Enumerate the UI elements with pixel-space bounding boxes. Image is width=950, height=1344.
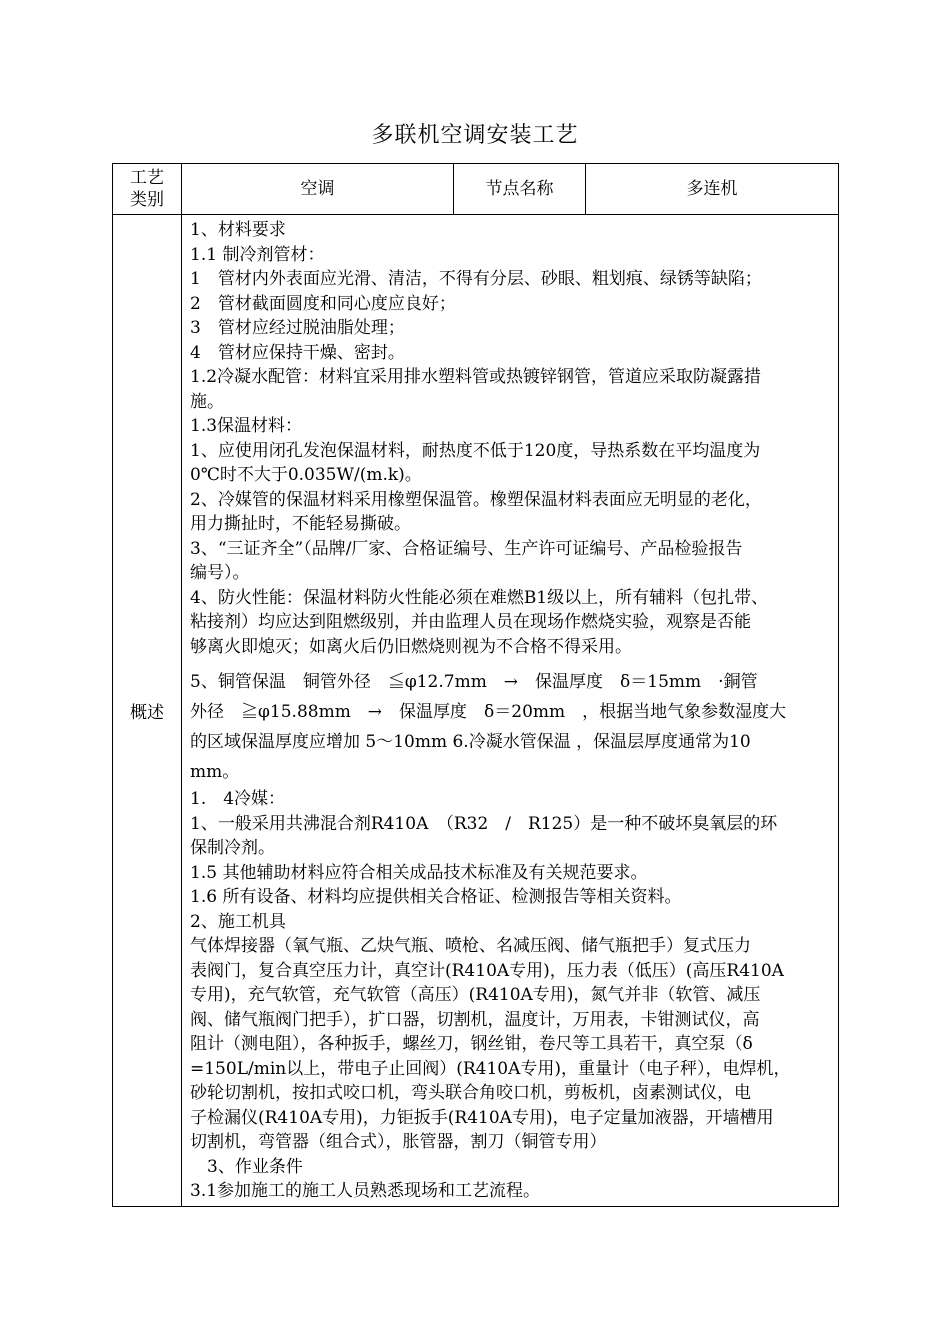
content-line: 子检漏仪(R410A专用)，力钜扳手(R410A专用)，电子定量加液器，开墙槽用 xyxy=(190,1107,774,1128)
content-line: 1.1 制冷剂管材： xyxy=(190,244,325,265)
content-line: 2 管材截面圆度和同心度应良好； xyxy=(190,293,456,314)
content-line: 保制冷剂。 xyxy=(190,838,275,858)
overview-content xyxy=(182,215,839,1207)
content-block-refrigerant-tools xyxy=(190,787,838,1204)
content-line: 阀、储气瓶阀门把手），扩口器，切割机，温度计，万用表，卡钳测试仪，高 xyxy=(190,1009,760,1030)
content-line: 2、施工机具 xyxy=(190,911,286,932)
section-label: 概述 xyxy=(113,215,182,1207)
content-line: 1.5 其他辅助材料应符合相关成品技术标准及有关规范要求。 xyxy=(190,862,648,883)
content-line: 1.6 所有设备、材料均应提供相关合格证、检测报告等相关资料。 xyxy=(190,887,682,907)
content-block-materials xyxy=(190,218,838,659)
content-line: 粘接剂）均应达到阻燃级别，并由监理人员在现场作燃烧实验，观察是否能 xyxy=(190,612,751,632)
content-line: 4、防火性能：保温材料防火性能必须在难燃B1级以上，所有辅料（包扎带、 xyxy=(190,587,769,608)
content-line: 的区域保温厚度应增加 5～10mm 6.冷凝水管保温 ，保温层厚度通常为10 xyxy=(190,732,751,752)
content-line: 表阀门，复合真空压力计，真空计(R410A专用)，压力表（低压）(高压R410A xyxy=(190,960,784,981)
content-line: 砂轮切割机，按扣式咬口机，弯头联合角咬口机，剪板机，卤素测试仪，电 xyxy=(190,1083,751,1103)
content-line: 3 管材应经过脱油脂处理； xyxy=(190,318,405,338)
content-line: 3.1参加施工的施工人员熟悉现场和工艺流程。 xyxy=(190,1181,541,1201)
content-line: 1. 4冷媒： xyxy=(190,789,286,809)
content-line: 3、“三证齐全”（品牌/厂家、合格证编号、生产许可证编号、产品检验报告 xyxy=(190,538,743,559)
category-value: 空调 xyxy=(182,164,454,215)
node-value: 多连机 xyxy=(586,164,839,215)
content-line: 5、铜管保温 铜管外径 ≦φ12.7mm → 保温厚度 δ＝15mm ·銅管 xyxy=(190,672,758,692)
node-label: 节点名称 xyxy=(454,164,586,215)
content-line: 阻计（测电阻），各种扳手，螺丝刀，钢丝钳，卷尺等工具若干，真空泵（δ xyxy=(190,1034,753,1054)
content-block-copper xyxy=(190,667,838,787)
content-line: 0℃时不大于0.035W/(m.k)。 xyxy=(190,465,422,485)
header-row xyxy=(113,164,839,215)
category-label-text: 工艺 类别 xyxy=(130,168,164,210)
content-line: 够离火即熄灭；如离火后仍旧燃烧则视为不合格不得采用。 xyxy=(190,636,632,657)
document-title: 多联机空调安装工艺 xyxy=(371,123,579,148)
content-line: 专用)，充气软管，充气软管（高压）(R410A专用)，氮气并非（软管、减压 xyxy=(190,985,761,1005)
content-line: 1.2冷凝水配管：材料宜采用排水塑料管或热镀锌钢管，管道应采取防凝露措 xyxy=(190,367,762,387)
content-line: 1.3保温材料： xyxy=(190,416,303,436)
content-line: 1、一般采用共沸混合剂R410A （R32 / R125）是一种不破坏臭氧层的环 xyxy=(190,813,778,834)
content-line: 2、冷媒管的保温材料采用橡塑保温管。橡塑保温材料表面应无明显的老化， xyxy=(190,489,762,510)
content-line: 4 管材应保持干燥、密封。 xyxy=(190,342,405,363)
content-line: 用力撕扯时，不能轻易撕破。 xyxy=(190,514,411,534)
content-line: =150L/min以上，带电子止回阀）(R410A专用)，重量计（电子秤），电焊机， xyxy=(190,1058,791,1079)
content-line: 编号）。 xyxy=(190,563,250,583)
content-line: 1 管材内外表面应光滑、清洁，不得有分层、砂眼、粗划痕、绿锈等缺陷； xyxy=(190,269,762,289)
content-line: mm。 xyxy=(190,762,240,782)
process-table xyxy=(112,163,839,1207)
category-label xyxy=(113,164,182,215)
overview-row xyxy=(113,215,839,1207)
content-line: 切割机，弯管器（组合式），胀管器，割刀（铜管专用） xyxy=(190,1132,607,1152)
content-line: 1、材料要求 xyxy=(190,220,286,240)
content-line: 3、作业条件 xyxy=(190,1156,303,1177)
content-line: 气体焊接器（氧气瓶、乙炔气瓶、喷枪、名减压阀、储气瓶把手）复式压力 xyxy=(190,936,751,956)
content-line: 1、应使用闭孔发泡保温材料，耐热度不低于120度，导热系数在平均温度为 xyxy=(190,440,761,461)
content-line: 施。 xyxy=(190,391,224,412)
content-line: 外径 ≧φ15.88mm → 保温厚度 δ＝20mm ，根据当地气象参数湿度大 xyxy=(190,702,787,722)
